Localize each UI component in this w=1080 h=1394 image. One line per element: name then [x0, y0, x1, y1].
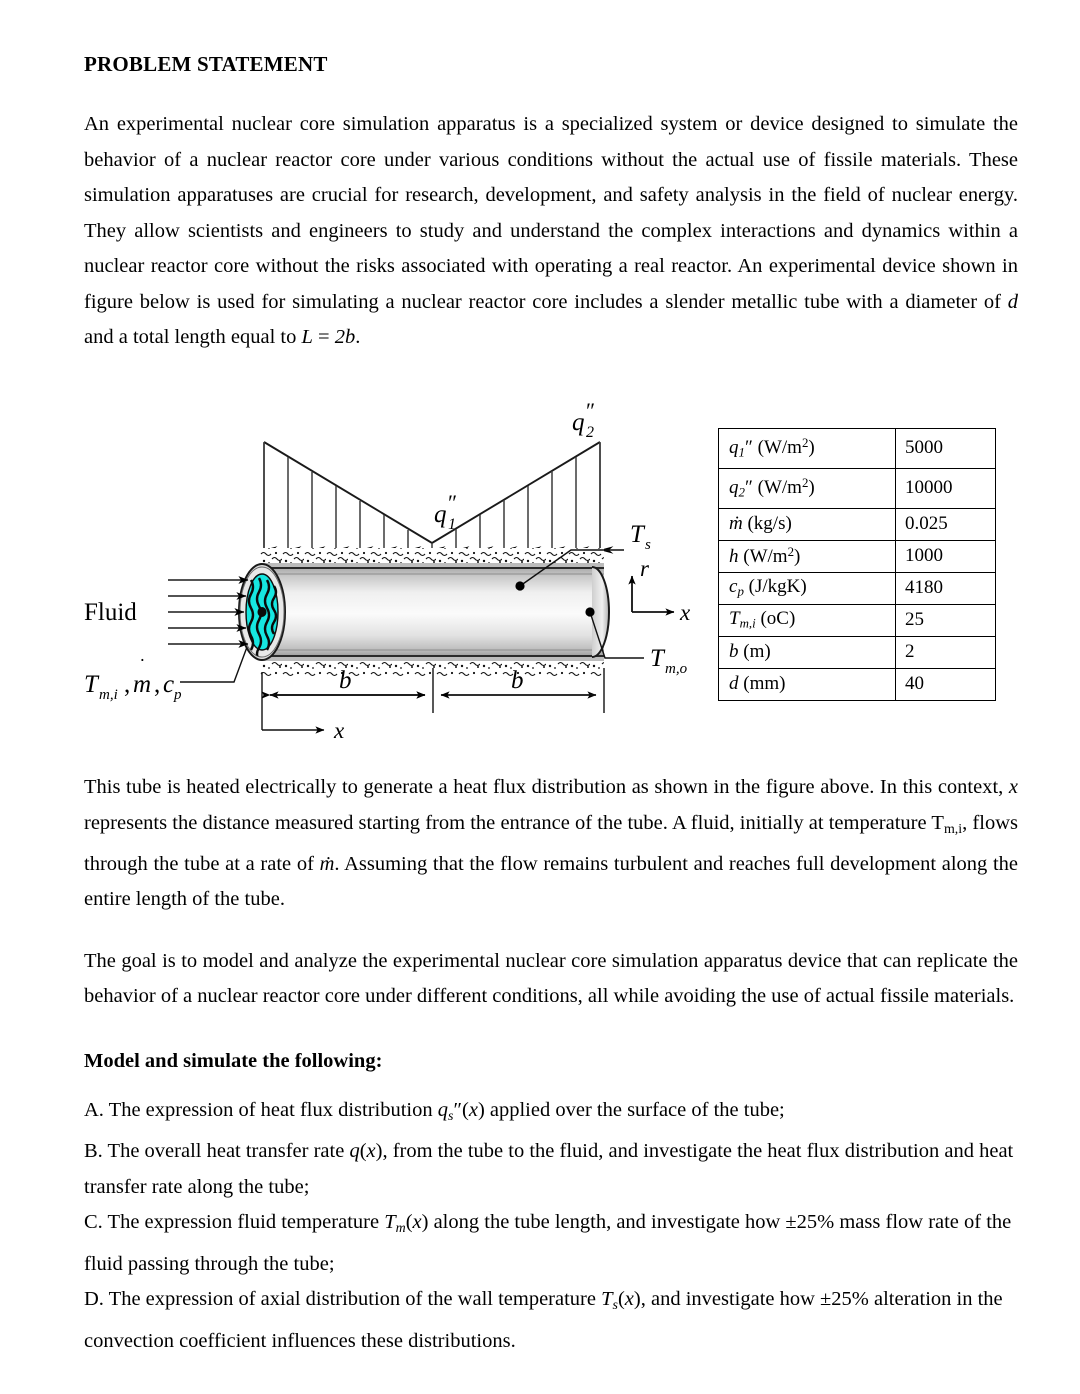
label-tmi-sub: m,i: [99, 687, 118, 703]
list-item-c: C. The expression fluid temperature $T_m(x)$ along the tube length, and investigate how ±25% mass flow rate of the fluid passing through the tube;: [84, 1211, 1012, 1275]
param-name-d: d (mm): [719, 669, 896, 701]
param-name-q2: $q_2''$ $(W/m^2)$: [719, 469, 896, 509]
table-row: [719, 669, 996, 701]
label-ts: T: [630, 521, 644, 548]
label-q1-sub: 1: [448, 516, 456, 533]
param-name-cp: $c_p$ (J/kgK): [719, 573, 896, 605]
label-q1-prime: ″: [448, 490, 458, 515]
param-name-tmi: $T_{m,i}$ (oC): [719, 605, 896, 637]
flux-profile-outline: [264, 442, 600, 543]
param-value-tmi: 25: [896, 605, 996, 637]
parameter-table-body: [719, 429, 996, 701]
apparatus-diagram: [84, 400, 744, 745]
point-tmo: [585, 607, 594, 616]
table-row: [719, 573, 996, 605]
table-row: [719, 469, 996, 509]
label-axis-r: r: [640, 556, 649, 581]
item-a-text-1: A. The expression of heat flux distribution: [84, 1098, 433, 1121]
symbol-tm-x: T: [384, 1211, 396, 1234]
symbol-2b: 2b: [334, 326, 356, 349]
param-value-d: 40: [896, 669, 996, 701]
label-axis-x: x: [680, 600, 691, 625]
inlet-center-dot: [258, 607, 267, 617]
body-1-a: This tube is heated electrically to generate a heat flux distribution as shown in the figure above. In this context,: [84, 776, 1004, 798]
list-item-a: A. The expression of heat flux distribution $q_s''(x)$ applied over the surface of the tube;: [84, 1098, 785, 1124]
heat-flux-profile: [264, 442, 600, 552]
table-row: [719, 637, 996, 669]
item-a-text-2: applied over the surface of the tube;: [489, 1098, 785, 1121]
body-1-d: . Assuming that the flow remains turbulent and reaches full development along the entire length of the tube.: [84, 852, 1018, 911]
item-b-text-2: , from the tube to the fluid, and investigate the heat flux distribution and heat transfer rate along the tube;: [84, 1140, 1014, 1198]
label-fluid: Fluid: [84, 599, 137, 626]
symbol-L: L: [301, 326, 313, 349]
body-1-c: , flows through the tube at a rate of: [84, 811, 1018, 875]
flux-arrows-right: [456, 443, 600, 550]
param-value-q1: 5000: [896, 429, 996, 469]
param-name-mdot: ṁ (kg/s): [719, 509, 896, 541]
symbol-qs-x: q: [437, 1098, 449, 1121]
paragraph-intro: An experimental nuclear core simulation apparatus is a specialized system or device designed to simulate the behavior of a nuclear reactor core under various conditions without the actual use of fissile materials. These simulation apparatuses are crucial for research, development, and safety analysis in the field of nuclear energy. They allow scientists and engineers to study and understand the complex interactions and dynamics within a nuclear reactor core without the risks associated with operating a real reactor. An experimental device shown in figure below is used for simulating a nuclear reactor core includes a slender metallic tube with a diameter of d and a total length equal to L = 2b.: [84, 113, 1018, 349]
param-name-q1: $q_1''$ $(W/m^2)$: [719, 429, 896, 469]
label-inlet-conditions: [84, 655, 182, 703]
item-d-text-2: , and investigate how ±25% alteration in the convection coefficient influences these distributions.: [84, 1288, 1003, 1352]
label-q1: q: [434, 501, 447, 528]
document-content-lower: [84, 770, 1018, 1359]
label-tmo: T: [650, 645, 664, 672]
symbol-tmi: m,i: [943, 821, 963, 837]
label-q2: q: [572, 409, 585, 436]
param-value-h: 1000: [896, 541, 996, 573]
point-ts: [515, 581, 524, 590]
symbol-q-x: q: [349, 1140, 360, 1163]
coordinate-axes: [632, 576, 674, 612]
tube-surface: [262, 567, 604, 657]
parameter-table: [718, 428, 996, 701]
label-cp-sub: p: [174, 687, 182, 703]
table-row: [719, 429, 996, 469]
symbol-x: x: [1008, 776, 1018, 798]
table-row: [719, 605, 996, 637]
subheading-model-simulate: Model and simulate the following:: [84, 1049, 383, 1072]
body-1-b: represents the distance measured starting from the entrance of the tube. A fluid, initially at temperature: [84, 811, 927, 834]
param-value-b: 2: [896, 637, 996, 669]
label-cp: c: [163, 671, 175, 698]
item-d-text-1: D. The expression of axial distribution of the wall temperature: [84, 1288, 596, 1311]
item-c-text-2: along the tube length, and investigate how ±25% mass flow rate of the fluid passing through the tube;: [84, 1211, 1012, 1275]
svg-text:,: ,: [124, 671, 131, 698]
document-content: [84, 52, 1018, 382]
table-row: [719, 509, 996, 541]
label-mdot-accent: ˙: [139, 655, 146, 677]
fluid-inflow-arrows: [168, 580, 248, 644]
label-q2-sub: 2: [586, 424, 594, 441]
paragraph-intro-tail: and a total length equal to: [84, 326, 297, 349]
param-name-b: b (m): [719, 637, 896, 669]
tube-inlet: [239, 564, 285, 660]
tube-body: [262, 563, 609, 661]
dimension-lines: [262, 668, 604, 730]
label-q2-prime: ″: [586, 400, 596, 423]
paragraph-body-1: This tube is heated electrically to generate a heat flux distribution as shown in the figure above. In this context, x represents the distance measured starting from the entrance of the tube. A fluid, initially at temperature Tm,i, flows through the tube at a rate of ṁ. Assuming that the flow remains turbulent and reaches full development along the entire length of the tube.: [84, 776, 1018, 911]
paragraph-body-2: The goal is to model and analyze the experimental nuclear core simulation apparatus device that can replicate the behavior of a nuclear reactor core under different conditions, all while avoiding the use of actual fissile materials.: [84, 949, 1018, 1008]
paragraph-intro-text: An experimental nuclear core simulation apparatus is a specialized system or device designed to simulate the behavior of a nuclear reactor core under various conditions without the actual use of fissile materials. These simulation apparatuses are crucial for research, development, and safety analysis in the field of nuclear energy. They allow scientists and engineers to study and understand the complex interactions and dynamics within a nuclear reactor core without the risks associated with operating a real reactor. An experimental device shown in figure below is used for simulating a nuclear reactor core includes a slender metallic tube with a diameter of: [84, 113, 1018, 313]
label-ts-sub: s: [645, 537, 651, 553]
flux-arrows-left: [264, 443, 432, 550]
label-b-left: b: [339, 667, 352, 694]
param-value-cp: 4180: [896, 573, 996, 605]
param-value-mdot: 0.025: [896, 509, 996, 541]
item-c-text-1: C. The expression fluid temperature: [84, 1211, 380, 1234]
leader-inlet: [180, 647, 247, 682]
label-x-bottom: x: [334, 718, 345, 743]
label-b-right: b: [511, 667, 524, 694]
item-b-text-1: B. The overall heat transfer rate: [84, 1140, 345, 1163]
param-value-q2: 10000: [896, 469, 996, 509]
symbol-d: d: [1007, 290, 1018, 313]
symbol-mdot: ṁ: [319, 852, 335, 875]
list-item-d: D. The expression of axial distribution of the wall temperature $T_s(x)$, and investigate how ±25% alteration in the convection coefficient influences these distributions.: [84, 1288, 1003, 1352]
param-name-h: h $(W/m^2)$: [719, 541, 896, 573]
svg-text:,: ,: [154, 671, 161, 698]
label-mdot: m: [133, 671, 152, 698]
apparatus-figure: [84, 400, 1018, 745]
requirements-list: [84, 1093, 1018, 1359]
symbol-ts-x: T: [601, 1288, 613, 1311]
table-row: [719, 541, 996, 573]
label-tmi: T: [84, 671, 98, 698]
label-tmo-sub: m,o: [665, 661, 688, 677]
list-item-b: B. The overall heat transfer rate q(x), from the tube to the fluid, and investigate the heat flux distribution and heat transfer rate along the tube;: [84, 1140, 1014, 1198]
page-title: PROBLEM STATEMENT: [84, 52, 328, 76]
